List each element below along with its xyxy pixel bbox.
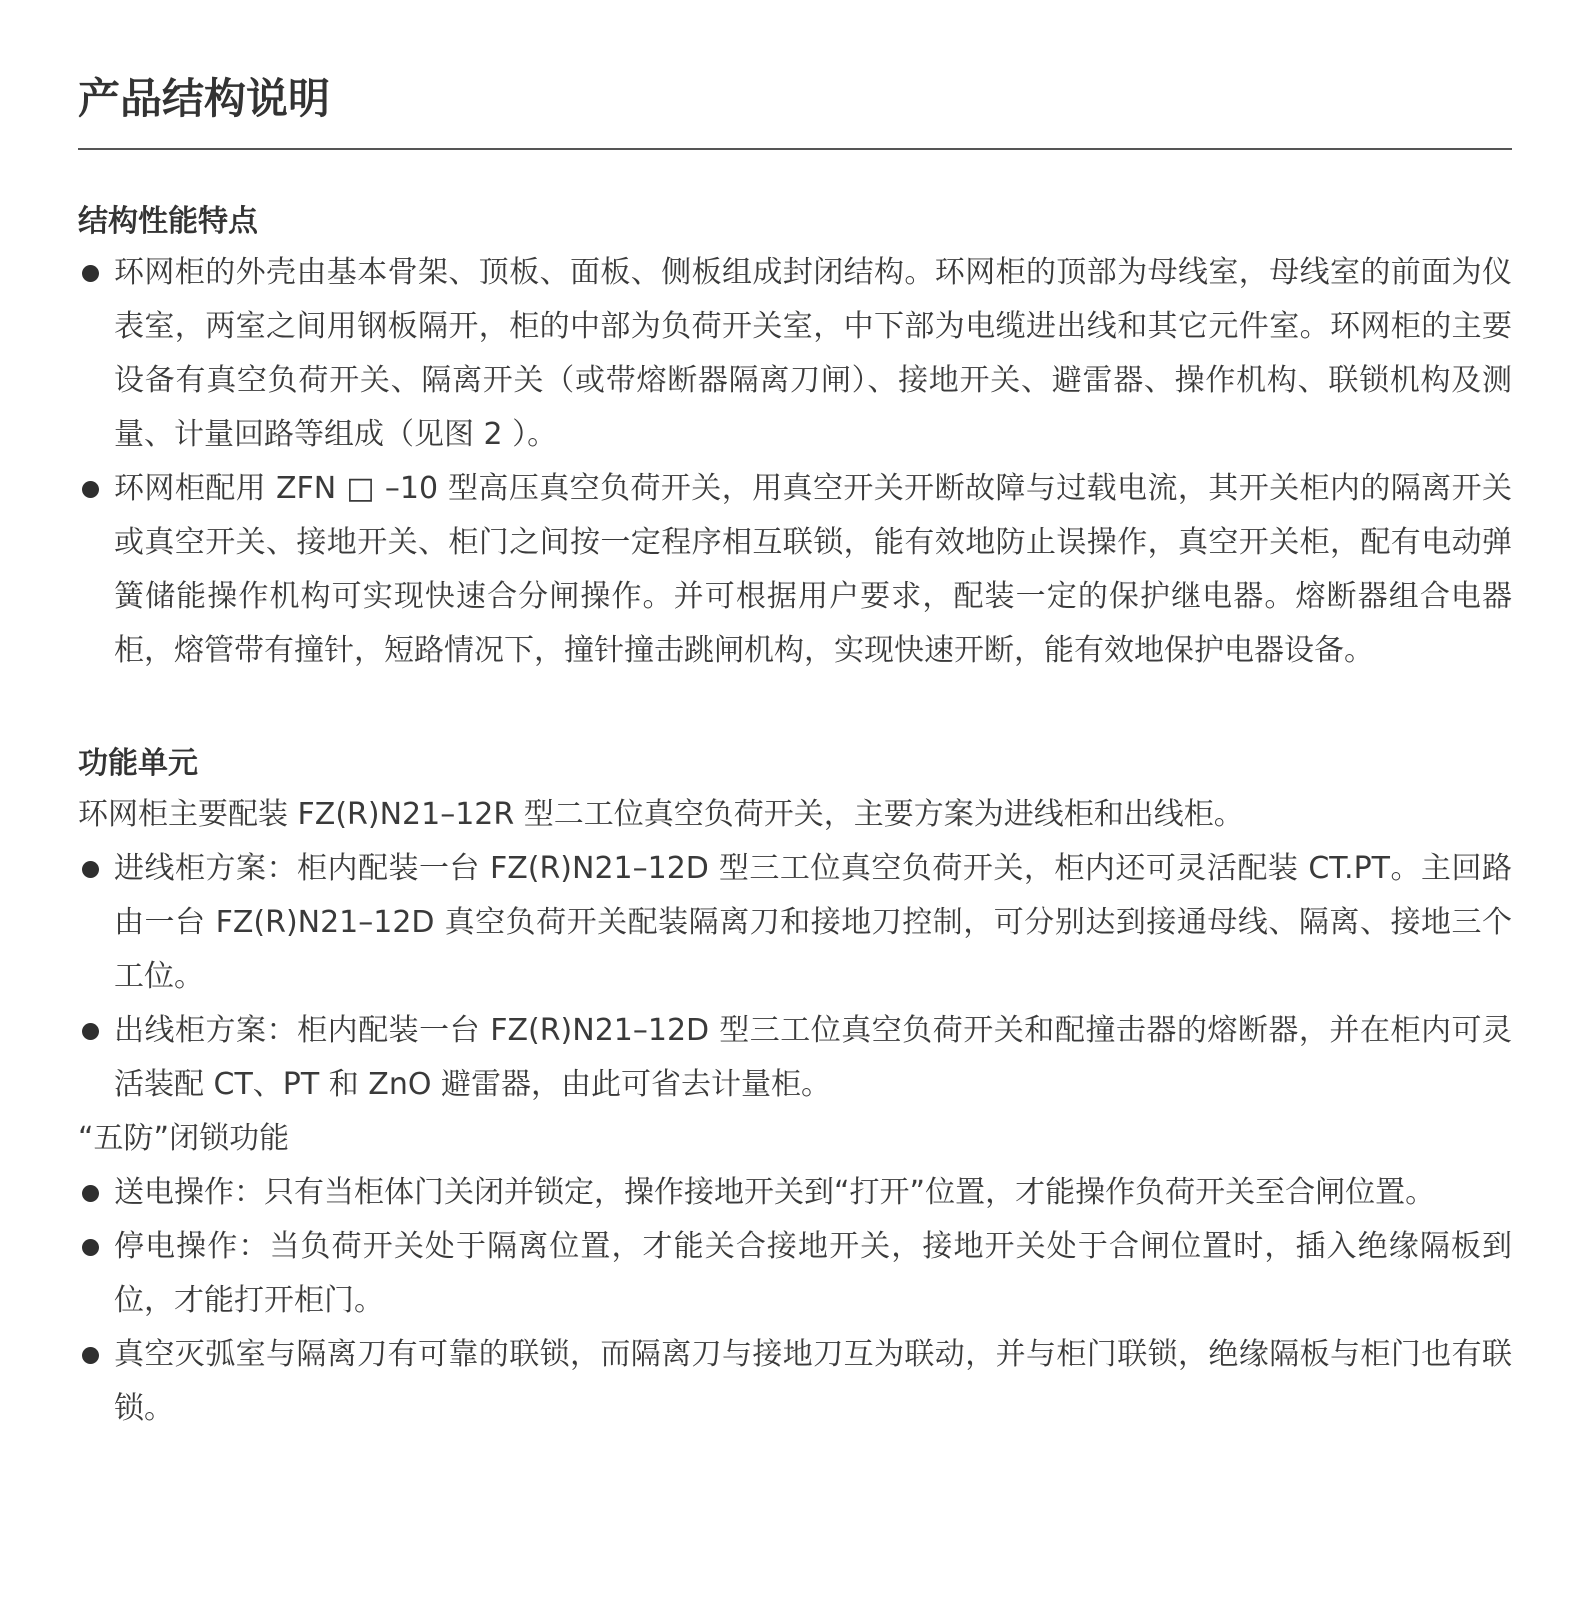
title-divider — [78, 148, 1512, 150]
bullet-list — [78, 246, 1512, 678]
section-heading: 功能单元 — [78, 746, 198, 781]
subsection-heading: “五防”闭锁功能 — [78, 1121, 290, 1156]
bullet-dot-icon — [82, 265, 99, 282]
list-item — [78, 1166, 1512, 1220]
bullet-list — [78, 842, 1512, 1112]
bullet-dot-icon — [82, 861, 99, 878]
bullet-dot-icon — [82, 1239, 99, 1256]
bullet-dot-icon — [82, 1347, 99, 1364]
bullet-list — [78, 1166, 1512, 1436]
list-item — [78, 462, 1512, 678]
list-item-text: 环网柜配用 ZFN □ –10 型高压真空负荷开关，用真空开关开断故障与过载电流，其开关柜内的隔离开关或真空开关、接地开关、柜门之间按一定程序相互联锁，能有效地防止误操作，真空开关柜，配有电动弹簧储能操作机构可实现快速合分闸操作。并可根据用户要求，配装一定的保护继电器。熔断器组合电器柜，熔管带有撞针，短路情况下，撞针撞击跳闸机构，实现快速开断，能有效地保护电器设备。 — [114, 471, 1512, 668]
list-item — [78, 842, 1512, 1004]
list-item-text: 进线柜方案：柜内配装一台 FZ(R)N21–12D 型三工位真空负荷开关，柜内还可灵活配装 CT.PT。主回路由一台 FZ(R)N21–12D 真空负荷开关配装隔离刀和接地刀控制，可分别达到接通母线、隔离、接地三个工位。 — [114, 851, 1512, 994]
list-item-text: 停电操作：当负荷开关处于隔离位置，才能关合接地开关，接地开关处于合闸位置时，插入绝缘隔板到位，才能打开柜门。 — [114, 1229, 1512, 1318]
list-item-text: 真空灭弧室与隔离刀有可靠的联锁，而隔离刀与接地刀互为联动，并与柜门联锁，绝缘隔板与柜门也有联锁。 — [114, 1337, 1512, 1426]
bullet-dot-icon — [82, 1023, 99, 1040]
list-item-text: 送电操作：只有当柜体门关闭并锁定，操作接地开关到“打开”位置，才能操作负荷开关至合闸位置。 — [114, 1175, 1436, 1210]
list-item — [78, 1220, 1512, 1328]
page-title: 产品结构说明 — [78, 74, 331, 123]
list-item-text: 环网柜的外壳由基本骨架、顶板、面板、侧板组成封闭结构。环网柜的顶部为母线室，母线室的前面为仪表室，两室之间用钢板隔开，柜的中部为负荷开关室，中下部为电缆进出线和其它元件室。环网柜的主要设备有真空负荷开关、隔离开关（或带熔断器隔离刀闸）、接地开关、避雷器、操作机构、联锁机构及测量、计量回路等组成（见图 2 ）。 — [114, 255, 1512, 452]
bullet-dot-icon — [82, 481, 99, 498]
bullet-dot-icon — [82, 1185, 99, 1202]
list-item-text: 出线柜方案：柜内配装一台 FZ(R)N21–12D 型三工位真空负荷开关和配撞击器的熔断器，并在柜内可灵活装配 CT、PT 和 ZnO 避雷器，由此可省去计量柜。 — [114, 1013, 1512, 1102]
list-item — [78, 246, 1512, 462]
section-heading: 结构性能特点 — [78, 204, 258, 239]
document-page — [78, 0, 1512, 1436]
list-item — [78, 1328, 1512, 1436]
section-structure-features — [78, 202, 1512, 678]
section-functional-units — [78, 744, 1512, 1436]
list-item — [78, 1004, 1512, 1112]
section-intro: 环网柜主要配装 FZ(R)N21–12R 型二工位真空负荷开关，主要方案为进线柜和出线柜。 — [78, 797, 1244, 832]
